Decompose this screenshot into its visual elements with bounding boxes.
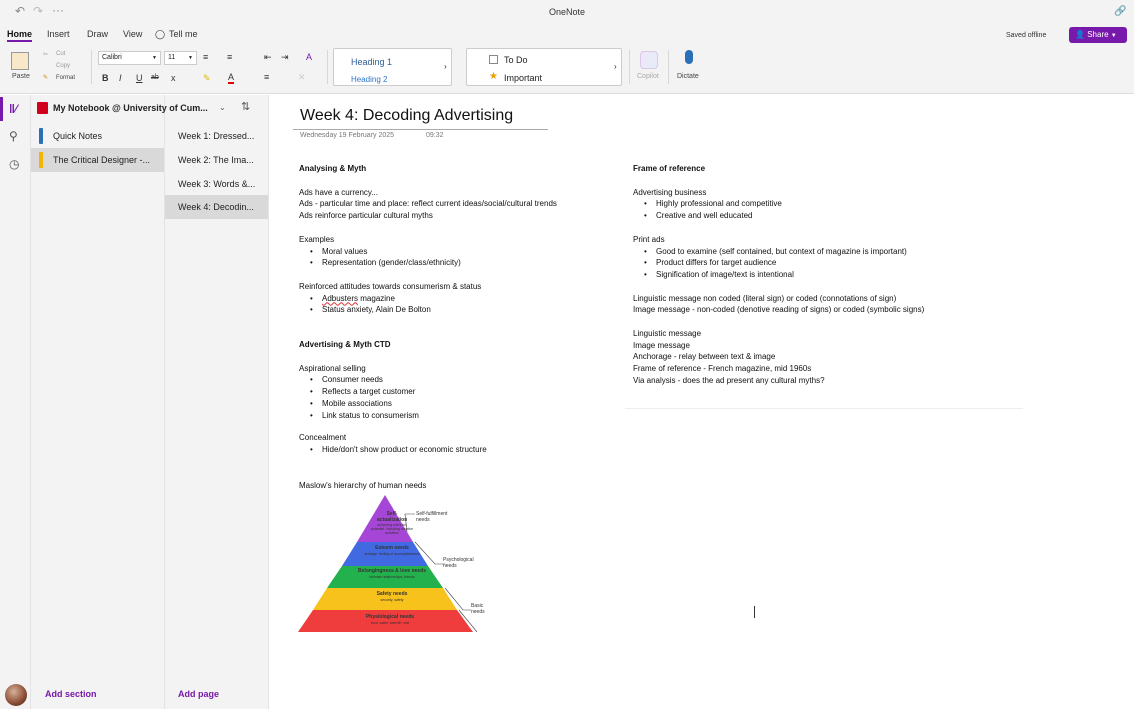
tag-important[interactable]: Important — [504, 73, 543, 83]
page-time: 09:32 — [426, 132, 444, 139]
divider — [629, 50, 630, 84]
divider — [668, 50, 669, 84]
note-line: Reinforced attitudes towards consumerism & status — [299, 281, 482, 291]
note-line: Advertising business — [633, 187, 707, 197]
pyramid-group-label: Psychological needs — [443, 557, 474, 569]
tab-view[interactable]: View — [123, 29, 143, 39]
copilot-button[interactable]: Copilot — [637, 73, 659, 80]
pyramid-sublabel: food, water, warmth, rest — [370, 621, 410, 625]
list-item: • Hide/don't show product or economic structure — [299, 444, 619, 456]
share-label: Share — [1087, 30, 1109, 39]
chevron-down-icon: ▼ — [188, 55, 193, 61]
list-item — [299, 293, 619, 305]
text-cursor — [754, 606, 755, 618]
italic-button[interactable]: I — [119, 73, 122, 83]
pyramid-sublabel: security, safety — [380, 598, 404, 602]
notebook-icon — [37, 102, 48, 114]
section-label: The Critical Designer -... — [53, 155, 151, 165]
list-item: • Signification of image/text is intentional — [633, 269, 973, 281]
active-rail-indicator — [0, 97, 3, 121]
tell-me[interactable]: Tell me — [169, 29, 198, 39]
section-label: Quick Notes — [53, 131, 103, 141]
pyramid-label: Physiological needs — [365, 614, 415, 620]
list-item: • Mobile associations — [299, 398, 619, 410]
copy-button[interactable]: Copy — [56, 63, 71, 69]
section-color — [39, 152, 43, 168]
align-icon[interactable]: ≡ — [264, 72, 270, 82]
add-section-button[interactable]: Add section — [45, 689, 97, 699]
styles-gallery[interactable] — [333, 48, 452, 86]
style-heading1[interactable]: Heading 1 — [351, 57, 393, 67]
microphone-icon[interactable] — [685, 50, 693, 64]
list-item: • Consumer needs — [299, 374, 619, 386]
tags-gallery[interactable] — [466, 48, 622, 86]
section-color — [39, 128, 43, 144]
section-item[interactable] — [31, 148, 164, 172]
note-line: Linguistic message — [633, 329, 702, 339]
saved-status: Saved offline — [1006, 32, 1047, 39]
note-container-left[interactable] — [299, 163, 619, 491]
note-line: Via analysis - does the ad present any cultural myths? — [633, 375, 825, 385]
notebook-title: My Notebook @ University of Cum... — [53, 103, 208, 113]
subscript-button[interactable]: x — [171, 73, 176, 83]
list-item: • Good to examine (self contained, but context of magazine is important) — [633, 246, 973, 258]
sections-pane — [31, 95, 165, 709]
recent-icon[interactable]: ◷ — [9, 157, 20, 171]
copilot-icon[interactable] — [640, 51, 658, 69]
more-icon[interactable]: ··· — [52, 3, 64, 17]
page-item[interactable]: Week 1: Dressed... — [178, 131, 255, 141]
list-item: • Highly professional and competitive — [633, 198, 973, 210]
pyramid-label: Belongingness & love needs — [357, 568, 427, 574]
note-line: Image message - non-coded (denotive reading of signs) or coded (symbolic signs) — [633, 305, 925, 315]
notebook-header[interactable] — [31, 95, 269, 123]
misspelled-word[interactable]: Adbusters — [322, 293, 359, 303]
list-item: • Reflects a target customer — [299, 386, 619, 398]
list-item: • Link status to consumerism — [299, 410, 619, 422]
delete-icon[interactable]: ✕ — [298, 72, 306, 82]
list-item: • Product differs for target audience — [633, 257, 973, 269]
page-title[interactable]: Week 4: Decoding Advertising — [300, 107, 514, 124]
page-item[interactable]: Week 2: The Ima... — [178, 155, 254, 165]
chevron-right-icon[interactable]: › — [444, 62, 447, 71]
dictate-button[interactable]: Dictate — [677, 73, 699, 80]
bullet-list-icon[interactable]: ≡ — [203, 52, 209, 62]
divider — [91, 50, 92, 84]
note-line: Linguistic message non coded (literal sign) or coded (connotations of sign) — [633, 293, 897, 303]
share-button[interactable] — [1069, 27, 1127, 43]
note-line: Maslow's hierarchy of human needs — [299, 480, 427, 490]
undo-icon[interactable]: ↶ — [15, 4, 26, 18]
note-line: Concealment — [299, 433, 347, 443]
list-item: • Representation (gender/class/ethnicity) — [299, 257, 619, 269]
list-item: • Creative and well educated — [633, 210, 973, 222]
tab-draw[interactable]: Draw — [87, 29, 109, 39]
pyramid-label: Self-actualization — [377, 511, 408, 523]
note-line: Ads have a currency... — [299, 187, 378, 197]
share-icon: 👤 — [1075, 30, 1085, 39]
page-item[interactable]: Week 4: Decodin... — [165, 195, 268, 219]
note-line: Frame of reference - French magazine, mid 1960s — [633, 364, 812, 374]
font-size-value: 11 — [168, 54, 176, 61]
note-line: Ads reinforce particular cultural myths — [299, 211, 433, 221]
search-icon[interactable]: ⚲ — [9, 129, 18, 143]
paste-icon[interactable] — [11, 52, 29, 70]
title-bar — [0, 0, 1134, 25]
star-icon: ★ — [489, 71, 498, 82]
page-date: Wednesday 19 February 2025 — [300, 132, 395, 139]
font-size-select[interactable] — [164, 51, 197, 65]
font-name-select[interactable] — [98, 51, 161, 65]
cut-button[interactable]: Cut — [56, 51, 66, 57]
note-line: Examples — [299, 234, 335, 244]
chevron-down-icon: ▼ — [152, 55, 157, 61]
style-heading2[interactable]: Heading 2 — [351, 75, 388, 84]
tab-insert[interactable]: Insert — [47, 29, 70, 39]
pyramid-label: Esteem needs — [375, 545, 409, 551]
note-line: Aspirational selling — [299, 363, 366, 373]
highlight-icon[interactable]: ✎ — [203, 73, 211, 83]
numbered-list-icon[interactable]: ≡ — [227, 52, 233, 62]
note-line: Anchorage - relay between text & image — [633, 352, 776, 362]
nav-rail — [0, 95, 31, 709]
note-line: Image message — [633, 340, 690, 350]
link-icon[interactable]: 🔗 — [1114, 6, 1127, 17]
pyramid-group-label: Basic needs — [471, 603, 485, 615]
tab-home[interactable]: Home — [7, 29, 33, 39]
lightbulb-icon: ◯ — [155, 29, 166, 39]
app-title: OneNote — [548, 7, 586, 17]
heading-frame-of-reference: Frame of reference — [633, 164, 706, 173]
format-painter-button[interactable]: Format — [56, 75, 76, 81]
avatar[interactable] — [5, 684, 27, 706]
chevron-down-icon: ▼ — [1110, 33, 1117, 39]
outdent-icon[interactable]: ⇤ — [264, 52, 272, 62]
heading-advertising-myth-ctd: Advertising & Myth CTD — [299, 340, 391, 350]
container-border — [625, 408, 1023, 409]
strikethrough-button[interactable]: ab — [151, 74, 159, 81]
title-underline — [293, 129, 548, 130]
pyramid-label: Safety needs — [376, 591, 408, 597]
font-name-value: Calibri — [102, 54, 122, 61]
clear-format-icon[interactable]: A — [306, 52, 313, 62]
font-color-icon[interactable]: A — [228, 72, 235, 82]
bold-button[interactable]: B — [102, 73, 109, 83]
redo-icon[interactable]: ↷ — [33, 4, 44, 18]
list-item: • Moral values — [299, 246, 619, 258]
list-item-text: magazine — [358, 293, 395, 303]
indent-icon[interactable]: ⇥ — [281, 52, 289, 62]
chevron-down-icon[interactable]: ⌄ — [219, 103, 226, 112]
notebooks-icon[interactable]: ‖⁄ — [9, 102, 17, 116]
heading-analysing-myth: Analysing & Myth — [299, 164, 367, 173]
tag-todo[interactable]: To Do — [504, 55, 528, 65]
todo-checkbox-icon — [489, 55, 498, 64]
underline-button[interactable]: U — [136, 73, 143, 83]
page-item[interactable]: Week 3: Words &... — [178, 179, 256, 189]
paste-button[interactable]: Paste — [12, 73, 30, 80]
section-item[interactable] — [31, 124, 164, 148]
cut-icon: ✂ — [43, 52, 49, 58]
menu-bar — [0, 25, 1134, 44]
divider — [327, 50, 328, 84]
pyramid-group-label: Self-fulfillment needs — [416, 511, 448, 523]
add-page-button[interactable]: Add page — [178, 689, 220, 699]
sort-icon[interactable]: ⇅ — [241, 101, 251, 113]
list-item: • Status anxiety, Alain De Bolton — [299, 304, 619, 316]
pyramid-sublabel: intimate relationships, friends — [369, 575, 415, 579]
note-container-right[interactable] — [633, 163, 973, 387]
note-line: Ads - particular time and place: reflect current ideas/social/cultural trends — [299, 199, 557, 209]
pyramid-sublabel: achieving one's full potential, including creative activities — [370, 523, 414, 535]
note-line: Print ads — [633, 234, 665, 244]
pyramid-sublabel: prestige, feeling of accomplishment — [364, 552, 420, 556]
active-tab-indicator — [7, 40, 32, 42]
format-painter-icon: ✎ — [43, 75, 49, 81]
chevron-right-icon[interactable]: › — [614, 62, 617, 71]
